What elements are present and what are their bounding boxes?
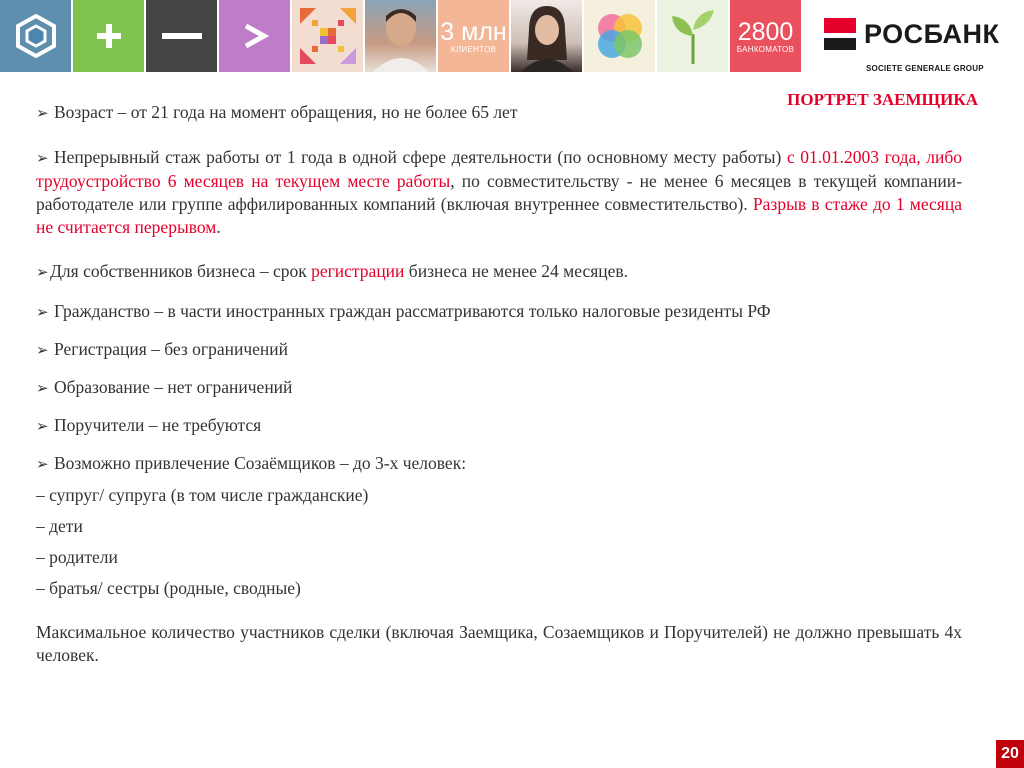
- brand-logo: [824, 18, 1014, 78]
- bullet-arrow-icon: ➢: [36, 379, 49, 397]
- item-experience: ➢ Непрерывный стаж работы от 1 года в одной сфере деятельности (по основному месту работы) с 01.01.2003 года, либо трудоустройство 6 месяцев на текущем месте работы, по совместительству - не менее 6 месяцев в текущей компании-работодателе или группе аффилированных компаний (включая внутреннее совместительство). Разрыв в стаже до 1 месяца не считается перерывом.: [36, 147, 962, 237]
- list-item: – супруг/ супруга (в том числе гражданские): [36, 485, 369, 505]
- clients-count: 3 млн: [440, 17, 507, 46]
- bank-emblem-icon: [12, 12, 60, 60]
- banner-tile-logo: [0, 0, 71, 72]
- atms-caption: БАНКОМАТОВ: [736, 44, 795, 54]
- list-item: – родители: [36, 547, 118, 567]
- brand-subtitle: SOCIETE GENERALE GROUP: [866, 64, 984, 73]
- clients-caption: КЛИЕНТОВ: [450, 44, 497, 54]
- page-number: 20: [996, 740, 1024, 768]
- bullet-arrow-icon: ➢: [36, 455, 49, 473]
- minus-icon: [162, 31, 202, 41]
- slide-content: [36, 101, 962, 667]
- mosaic-arrows-icon: [298, 6, 358, 66]
- footer-note: Максимальное количество участников сделки (включая Заемщика, Созаемщиков и Поручителей) не должно превышать 4х человек.: [36, 622, 962, 665]
- bullet-arrow-icon: ➢: [36, 417, 49, 435]
- banner-tile-atms: [730, 0, 801, 72]
- banner-tile-plus: [73, 0, 144, 72]
- list-item: – дети: [36, 516, 83, 536]
- item-coborrowers: ➢ Возможно привлечение Созаёмщиков – до 3-х человек:: [36, 452, 962, 476]
- header-banner: [0, 0, 1024, 80]
- chevron-right-icon: [241, 22, 269, 50]
- banner-photo-man: [365, 0, 436, 72]
- plus-icon: [94, 21, 124, 51]
- colored-circles-icon: [590, 6, 650, 66]
- brand-name: РОСБАНК: [864, 19, 1000, 49]
- bullet-arrow-icon: ➢: [36, 149, 49, 167]
- banner-tile-mosaic: [292, 0, 363, 72]
- rosbank-logo-icon: [824, 18, 856, 50]
- atms-count: 2800: [737, 17, 794, 46]
- bullet-arrow-icon: ➢: [36, 341, 49, 359]
- item-registration: ➢ Регистрация – без ограничений: [36, 338, 962, 362]
- banner-tile-arrow: [219, 0, 290, 72]
- man-portrait-icon: [365, 0, 436, 72]
- banner-tile-circles: [584, 0, 655, 72]
- woman-portrait-icon: [511, 0, 582, 72]
- banner-tile-plant: [657, 0, 728, 72]
- page-title: ПОРТРЕТ ЗАЕМЩИКА: [787, 90, 978, 109]
- sprout-icon: [668, 6, 718, 66]
- bullet-arrow-icon: ➢: [36, 104, 49, 122]
- item-age: ➢ Возраст – от 21 года на момент обращения, но не более 65 лет: [36, 101, 962, 125]
- bullet-arrow-icon: ➢: [36, 303, 49, 321]
- banner-tile-clients: [438, 0, 509, 72]
- banner-tile-minus: [146, 0, 217, 72]
- list-item: – братья/ сестры (родные, сводные): [36, 578, 301, 598]
- bullet-arrow-icon: ➢: [36, 263, 49, 281]
- banner-tiles: [0, 0, 801, 72]
- item-education: ➢ Образование – нет ограничений: [36, 376, 962, 400]
- item-citizenship: ➢ Гражданство – в части иностранных граждан рассматриваются только налоговые резиденты РФ: [36, 300, 962, 324]
- item-guarantors: ➢ Поручители – не требуются: [36, 414, 962, 438]
- banner-photo-woman: [511, 0, 582, 72]
- item-business: ➢Для собственников бизнеса – срок регистрации бизнеса не менее 24 месяцев.: [36, 260, 962, 284]
